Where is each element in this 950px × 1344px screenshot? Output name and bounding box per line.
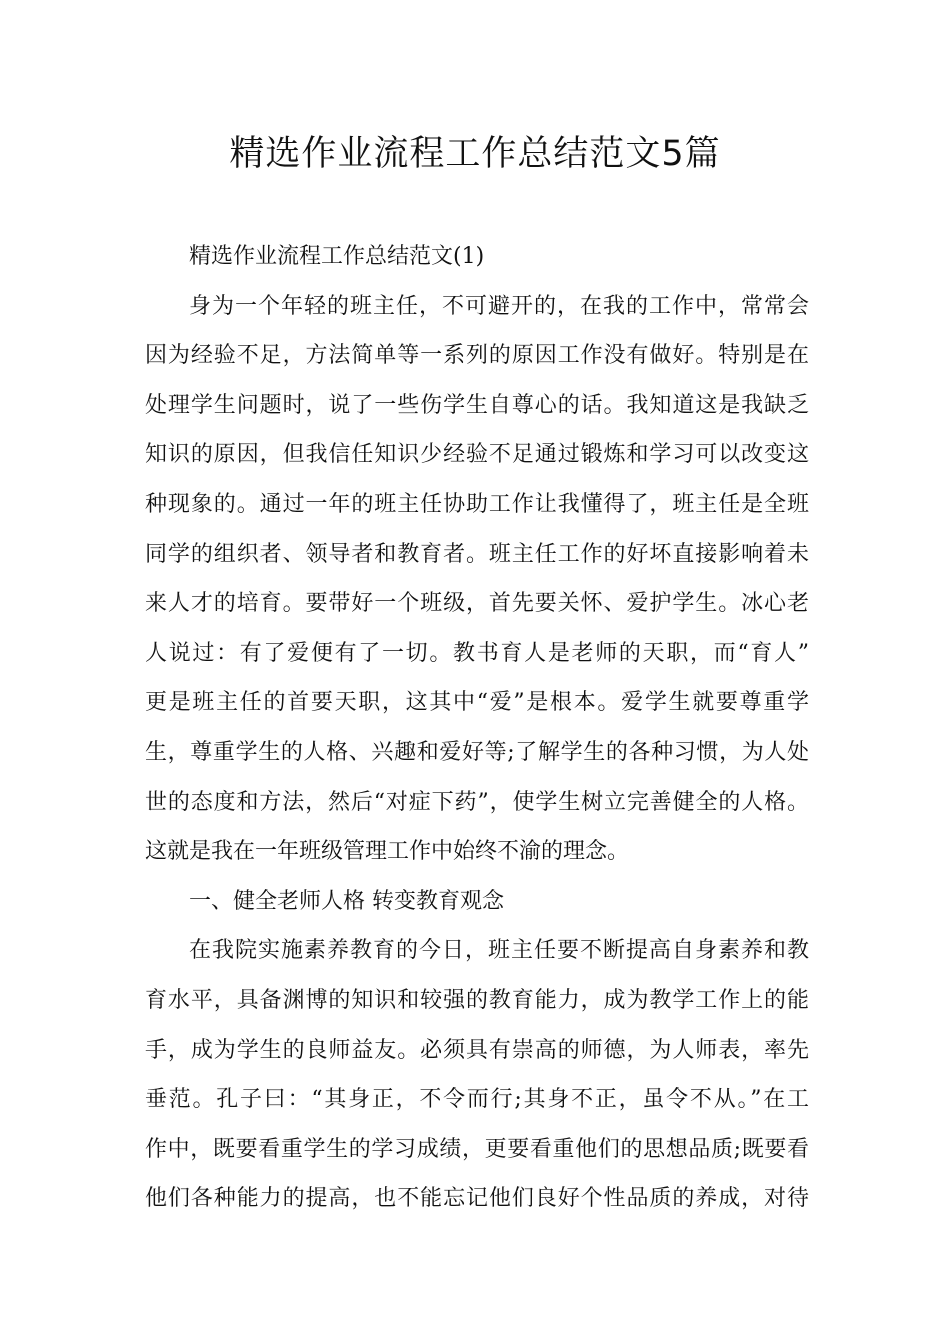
- text-line: 来人才的培育。要带好一个班级，首先要关怀、爱护学生。冰心老: [145, 591, 809, 617]
- text-line: 育水平，具备渊博的知识和较强的教育能力，成为教学工作上的能: [145, 987, 809, 1013]
- text-line: 种现象的。通过一年的班主任协助工作让我懂得了，班主任是全班: [145, 491, 809, 517]
- section-heading: [145, 877, 809, 927]
- text-line: 因为经验不足，方法简单等一系列的原因工作没有做好。特别是在: [145, 343, 809, 369]
- document-title: 精选作业流程工作总结范文5篇: [229, 134, 721, 174]
- text-line: 在我院实施素养教育的今日，班主任要不断提高自身素养和教: [189, 938, 809, 964]
- text-line: 作中，既要看重学生的学习成绩，更要看重他们的思想品质;既要看: [145, 1136, 809, 1162]
- text-line: 更是班主任的首要天职，这其中“爱”是根本。爱学生就要尊重学: [145, 690, 809, 716]
- text-line: 手，成为学生的良师益友。必须具有崇高的师德，为人师表，率先: [145, 1037, 809, 1063]
- text-line: 世的态度和方法，然后“对症下药”，使学生树立完善健全的人格。: [145, 789, 809, 815]
- text-line: 一、健全老师人格 转变教育观念: [189, 888, 504, 914]
- paragraph: [145, 926, 809, 1224]
- document-body: [145, 232, 809, 1224]
- section-heading: [145, 232, 809, 282]
- text-line: 精选作业流程工作总结范文(1): [189, 244, 485, 269]
- text-line: 身为一个年轻的班主任，不可避开的，在我的工作中，常常会: [189, 293, 809, 319]
- text-line: 知识的原因，但我信任知识少经验不足通过锻炼和学习可以改变这: [145, 442, 809, 468]
- text-line: 生，尊重学生的人格、兴趣和爱好等;了解学生的各种习惯，为人处: [145, 739, 809, 765]
- text-line: 垂范。孔子曰：“其身正，不令而行;其身不正，虽令不从。”在工: [145, 1087, 809, 1113]
- text-line: 他们各种能力的提高，也不能忘记他们良好个性品质的养成，对待: [145, 1186, 809, 1212]
- text-line: 处理学生问题时，说了一些伤学生自尊心的话。我知道这是我缺乏: [145, 392, 809, 418]
- text-line: 同学的组织者、领导者和教育者。班主任工作的好坏直接影响着未: [145, 541, 809, 567]
- text-line: 这就是我在一年班级管理工作中始终不渝的理念。: [145, 839, 630, 865]
- text-line: 人说过：有了爱便有了一切。教书育人是老师的天职，而“育人”: [145, 640, 809, 666]
- paragraph: [145, 282, 809, 877]
